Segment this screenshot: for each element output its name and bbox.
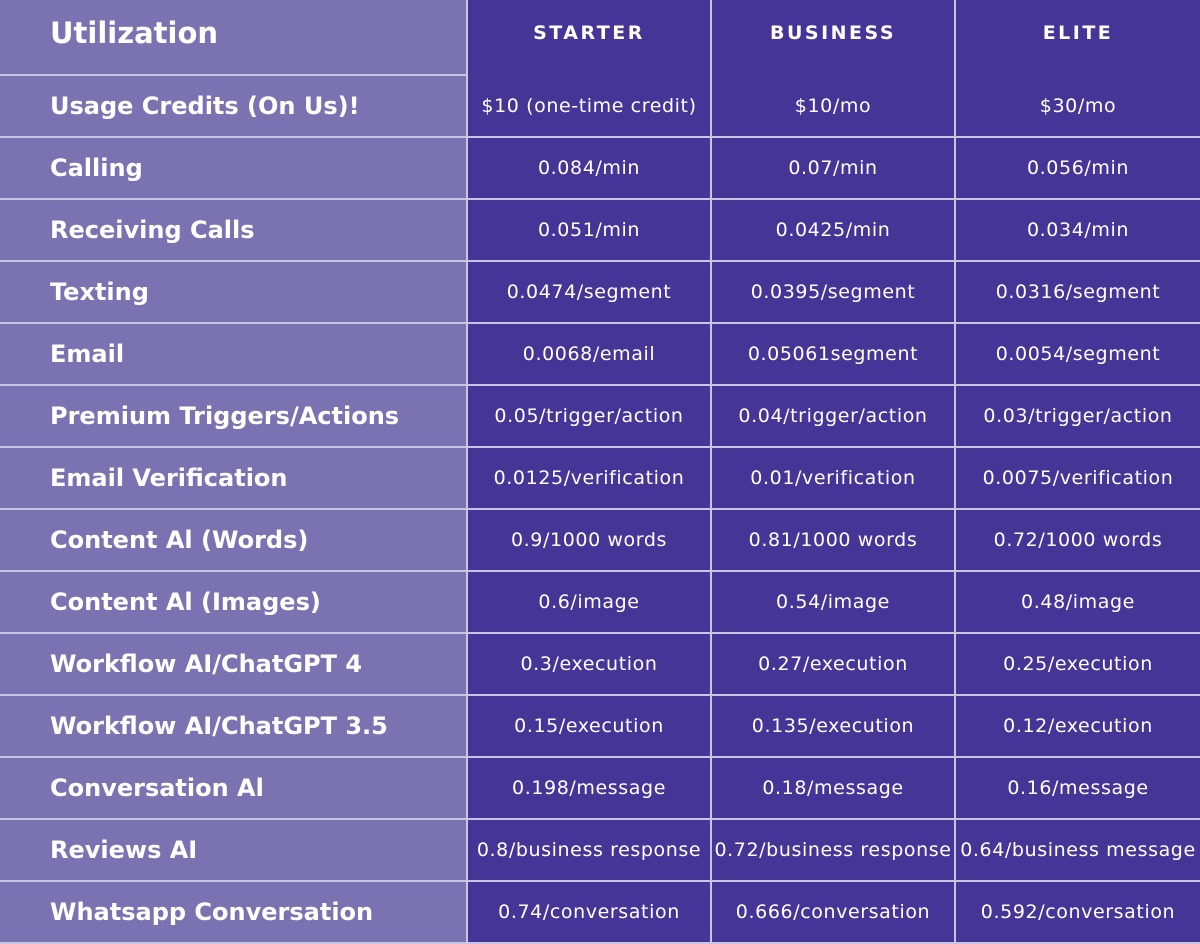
row-value-business: 0.01/verification	[710, 448, 954, 510]
row-label: Conversation Al	[0, 758, 466, 820]
row-value-starter: 0.8/business response	[466, 820, 710, 882]
row-value-business: 0.05061segment	[710, 324, 954, 386]
row-value-starter: 0.9/1000 words	[466, 510, 710, 572]
row-value-elite: 0.034/min	[954, 200, 1200, 262]
row-value-starter: 0.084/min	[466, 138, 710, 200]
row-value-starter: 0.0068/email	[466, 324, 710, 386]
row-label: Whatsapp Conversation	[0, 882, 466, 944]
row-label: Workflow AI/ChatGPT 4	[0, 634, 466, 696]
row-label: Reviews AI	[0, 820, 466, 882]
row-value-elite: $30/mo	[954, 76, 1200, 138]
row-value-elite: 0.592/conversation	[954, 882, 1200, 944]
row-value-business: 0.0395/segment	[710, 262, 954, 324]
row-value-elite: 0.25/execution	[954, 634, 1200, 696]
plan-header-starter: STARTER	[466, 0, 710, 76]
row-value-elite: 0.03/trigger/action	[954, 386, 1200, 448]
row-value-business: 0.54/image	[710, 572, 954, 634]
row-label: Calling	[0, 138, 466, 200]
row-label: Workflow AI/ChatGPT 3.5	[0, 696, 466, 758]
row-value-business: 0.0425/min	[710, 200, 954, 262]
row-value-elite: 0.0054/segment	[954, 324, 1200, 386]
row-value-starter: 0.051/min	[466, 200, 710, 262]
row-value-business: 0.666/conversation	[710, 882, 954, 944]
row-value-starter: $10 (one-time credit)	[466, 76, 710, 138]
row-value-business: 0.27/execution	[710, 634, 954, 696]
plan-header-elite: ELITE	[954, 0, 1200, 76]
row-value-business: 0.72/business response	[710, 820, 954, 882]
row-value-starter: 0.0474/segment	[466, 262, 710, 324]
row-value-starter: 0.05/trigger/action	[466, 386, 710, 448]
row-value-business: $10/mo	[710, 76, 954, 138]
plan-header-business: BUSINESS	[710, 0, 954, 76]
row-value-elite: 0.056/min	[954, 138, 1200, 200]
row-value-starter: 0.3/execution	[466, 634, 710, 696]
row-value-elite: 0.0316/segment	[954, 262, 1200, 324]
row-value-elite: 0.72/1000 words	[954, 510, 1200, 572]
row-label: Usage Credits (On Us)!	[0, 76, 466, 138]
row-value-starter: 0.15/execution	[466, 696, 710, 758]
row-label: Email Verification	[0, 448, 466, 510]
row-value-elite: 0.12/execution	[954, 696, 1200, 758]
row-label: Email	[0, 324, 466, 386]
row-label: Receiving Calls	[0, 200, 466, 262]
row-value-starter: 0.198/message	[466, 758, 710, 820]
row-value-elite: 0.48/image	[954, 572, 1200, 634]
row-value-elite: 0.0075/verification	[954, 448, 1200, 510]
row-value-elite: 0.64/business message	[954, 820, 1200, 882]
row-value-business: 0.81/1000 words	[710, 510, 954, 572]
row-value-business: 0.135/execution	[710, 696, 954, 758]
row-value-business: 0.18/message	[710, 758, 954, 820]
row-value-starter: 0.74/conversation	[466, 882, 710, 944]
row-value-business: 0.04/trigger/action	[710, 386, 954, 448]
row-label: Texting	[0, 262, 466, 324]
table-title: Utilization	[0, 0, 466, 76]
row-label: Content Al (Words)	[0, 510, 466, 572]
row-value-starter: 0.0125/verification	[466, 448, 710, 510]
row-value-starter: 0.6/image	[466, 572, 710, 634]
row-label: Content Al (Images)	[0, 572, 466, 634]
row-label: Premium Triggers/Actions	[0, 386, 466, 448]
row-value-elite: 0.16/message	[954, 758, 1200, 820]
row-value-business: 0.07/min	[710, 138, 954, 200]
